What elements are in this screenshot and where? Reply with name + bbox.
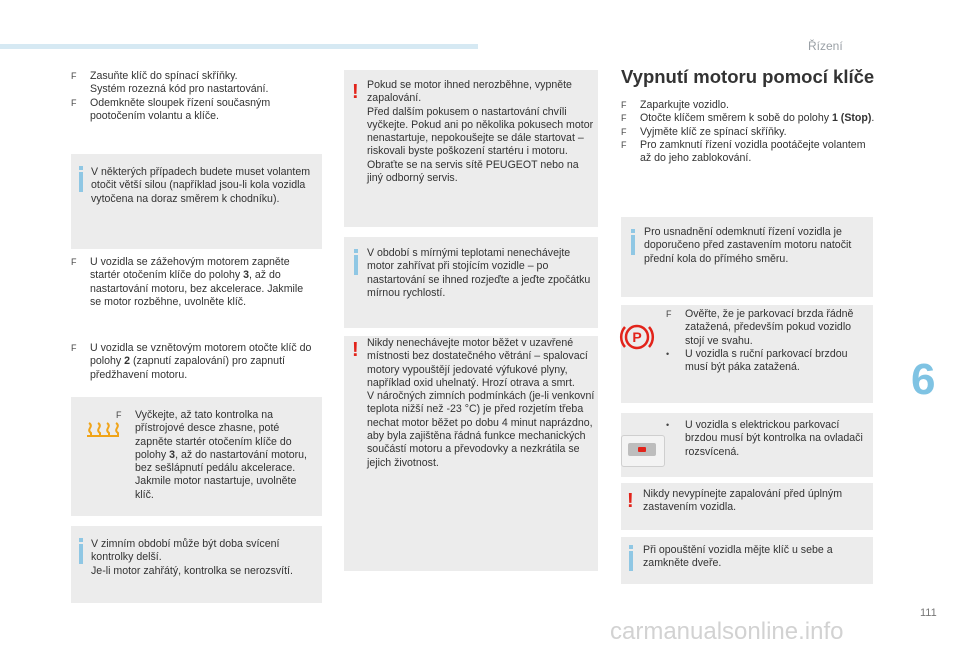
header-bar: [0, 44, 478, 49]
info-text: Pro usnadnění odemknutí řízení vozidla je doporučeno před zastavením motoru natočit přední kola do přímého směru.: [644, 226, 852, 265]
list-item: F Vyčkejte, až tato kontrolka na přístrojové desce zhasne, poté zapněte startér otočením klíče do polohy 3, až do nastartování motoru, bez sešlápnutí pedálu akcelerace. Jakmile motor nastartuje, uvolněte klíč.: [116, 409, 307, 501]
arrow-bullet-icon: F: [71, 343, 77, 353]
list-item: • U vozidla s ruční parkovací brzdou musí být páka zatažená.: [666, 347, 848, 374]
list-item: F Zaparkujte vozidlo.: [621, 99, 729, 111]
warning-box-ignition: [621, 483, 873, 530]
list-item: F U vozidla se zážehovým motorem zapněte startér otočením klíče do polohy 3, až do nastartování motoru, bez akcelerace. Jakmile se motor rozběhne, uvolněte klíč.: [71, 256, 304, 308]
info-text: V některých případech budete muset volantem otočit větší silou (například jsou-li kola vozidla vytočena na doraz směrem k chodníku).: [91, 166, 311, 205]
info-icon: [79, 172, 83, 192]
list-item: F Odemkněte sloupek řízení současným pootočením volantu a klíče.: [71, 96, 271, 122]
watermark: carmanualsonline.info: [610, 618, 844, 645]
arrow-bullet-icon: F: [666, 309, 672, 319]
diesel-start-list: [71, 342, 316, 382]
warning-text: Pokud se motor ihned nerozběhne, vypněte zapalování. Před dalším pokusem o nastartování chvíli vyčkejte. Pokud ani po několika pokusech motor nenastartuje, nepokoušejte se dále startovat – riskovali byste poškození startéru i motoru. Obraťte se na servis sítě PEUGEOT nebo na jiný odborný servis.: [367, 79, 594, 185]
parking-brake-box: [621, 305, 873, 403]
stop-steps-list: [621, 99, 875, 165]
info-text: V zimním období může být doba svícení kontrolky delší. Je-li motor zahřátý, kontrolka se nerozsvítí.: [91, 538, 293, 577]
warning-text: Nikdy nevypínejte zapalování před úplným zastavením vozidla.: [643, 488, 843, 514]
warning-text: Nikdy nenechávejte motor běžet v uzavřené místnosti bez dostatečného větrání – spalovací motory vypouštějí jedovaté výfukové plyny, například oxid uhelnatý. Hrozí otrava a smrt. V náročných zimních podmínkách (je-li venkovní teplota nižší než -23 °C) je před rozjetím třeba nechat motor běžet po dobu 4 minut naprázdno, aby byla zajištěna řádná funkce mechanických součástí motoru a převodovky a nezkrátila se jejich životnost.: [367, 337, 595, 469]
list-item: F Pro zamknutí řízení vozidla pootáčejte volantem až do jeho zablokování.: [621, 138, 866, 165]
arrow-bullet-icon: F: [71, 97, 77, 108]
arrow-bullet-icon: F: [116, 410, 122, 420]
dot-bullet-icon: •: [666, 348, 670, 359]
preheat-box: [71, 397, 322, 516]
info-box-wheels: [621, 217, 873, 297]
section-heading: Vypnutí motoru pomocí klíče: [621, 66, 875, 87]
warning-exclamation-icon: !: [352, 339, 359, 361]
info-icon: [79, 544, 83, 564]
page-number: 111: [920, 607, 937, 619]
electric-brake-list: [666, 419, 871, 459]
parking-brake-icon: [619, 319, 655, 355]
arrow-bullet-icon: F: [621, 100, 627, 110]
section-title: Řízení: [808, 39, 843, 53]
svg-text:P: P: [632, 329, 642, 345]
warning-exclamation-icon: !: [627, 490, 634, 512]
chapter-number: 6: [911, 355, 936, 404]
info-box-leaving-vehicle: [621, 537, 873, 584]
arrow-bullet-icon: F: [621, 139, 627, 150]
info-box-winter: [71, 526, 322, 603]
warning-exclamation-icon: !: [352, 81, 359, 103]
parking-brake-list: [666, 308, 871, 374]
electric-brake-switch-icon: [621, 435, 665, 467]
info-text: Při opouštění vozidla mějte klíč u sebe a zamkněte dveře.: [643, 544, 833, 570]
info-icon: [629, 551, 633, 571]
info-box-mild-temp: [344, 237, 598, 328]
list-item: F Zasuňte klíč do spínací skříňky. Systém rozezná kód pro nastartování.: [71, 70, 269, 96]
warning-box-ventilation: [344, 336, 598, 571]
warning-box-no-start: [344, 70, 598, 227]
start-steps-list: [71, 70, 316, 123]
info-icon: [354, 255, 358, 275]
list-item: F U vozidla se vznětovým motorem otočte klíč do polohy 2 (zapnutí zapalování) pro zapnutí předžhavení motoru.: [71, 342, 312, 381]
info-text: V období s mírnými teplotami nenechávejte motor zahřívat při stojícím vozidle – po nastartování se ihned rozjeďte a jeďte zpočátku mírnou rychlostí.: [367, 247, 591, 299]
list-item: F Ověřte, že je parkovací brzda řádně zatažená, především pokud vozidlo stojí ve svahu.: [666, 308, 854, 347]
info-icon: [631, 235, 635, 255]
list-item: F Otočte klíčem směrem k sobě do polohy 1 (Stop).: [621, 112, 875, 125]
dot-bullet-icon: •: [666, 420, 670, 430]
petrol-start-list: [71, 256, 316, 309]
arrow-bullet-icon: F: [621, 126, 627, 137]
preheat-list: [116, 409, 318, 502]
electric-brake-box: [621, 413, 873, 477]
glow-plug-icon: [85, 421, 119, 437]
info-box-steering-force: [71, 154, 322, 249]
list-item: • U vozidla s elektrickou parkovací brzdou musí být kontrolka na ovladači rozsvícená.: [666, 419, 863, 458]
list-item: F Vyjměte klíč ze spínací skříňky.: [621, 125, 787, 138]
arrow-bullet-icon: F: [71, 71, 77, 81]
arrow-bullet-icon: F: [71, 257, 77, 267]
arrow-bullet-icon: F: [621, 113, 627, 124]
